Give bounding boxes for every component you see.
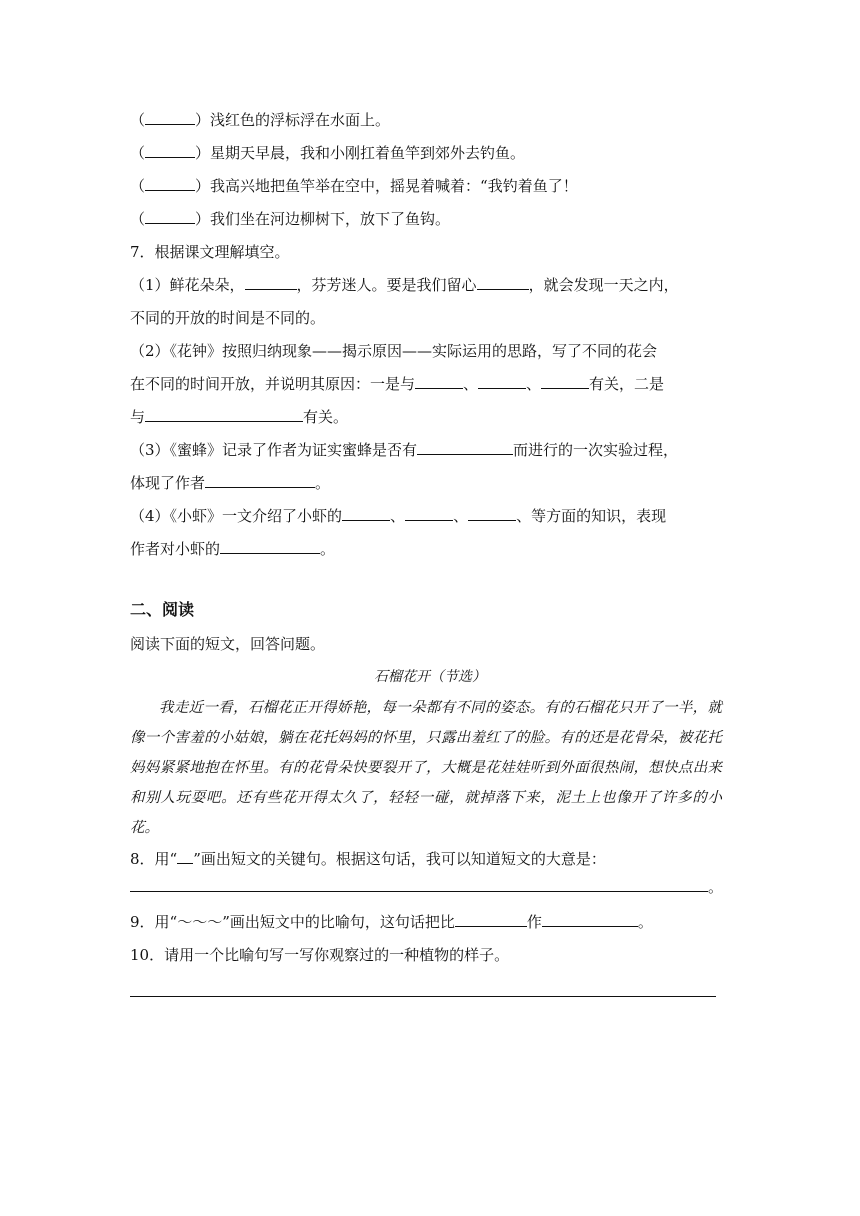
order-item xyxy=(130,170,730,203)
q7-part4-line1 xyxy=(130,500,730,533)
q7-p1-text-c: ，就会发现一天之内， xyxy=(528,276,679,294)
order-item-text: 星期天早晨，我和小刚扛着鱼竿到郊外去钓鱼。 xyxy=(210,144,526,162)
q7-p4-sep-1: 、 xyxy=(390,507,406,525)
q7-p2-blank-3[interactable] xyxy=(541,373,589,389)
q8-text-b: ”画出短文的关键句。根据这句话，我可以知道短文的大意是： xyxy=(193,850,606,868)
order-item-close-paren: ） xyxy=(195,177,211,195)
q7-p1-text-b: ，芬芳迷人。要是我们留心 xyxy=(296,276,477,294)
q7-part1-line1 xyxy=(130,269,730,302)
q7-p4-blank-1[interactable] xyxy=(342,505,390,521)
order-item-blank[interactable] xyxy=(145,175,195,191)
order-item-open-paren: （ xyxy=(130,144,146,162)
order-item-text: 我高兴地把鱼竿举在空中，摇晃着喊着：“我钓着鱼了！ xyxy=(210,177,578,195)
order-item-text: 浅红色的浮标浮在水面上。 xyxy=(210,111,391,129)
q7-p2-blank-1[interactable] xyxy=(415,373,463,389)
worksheet-page xyxy=(130,104,730,997)
q7-title: 7．根据课文理解填空。 xyxy=(130,243,290,261)
q7-part4-line2 xyxy=(130,533,730,566)
q8-line xyxy=(130,843,730,876)
q7-part3-line2 xyxy=(130,467,730,500)
q7-p4-blank-4[interactable] xyxy=(220,538,320,554)
q7-p4-blank-3[interactable] xyxy=(468,505,516,521)
q7-p2-sep-2: 、 xyxy=(526,375,542,393)
q9-blank-1[interactable] xyxy=(455,911,527,927)
order-item xyxy=(130,203,730,236)
q7-p4-text-a: （4）《小虾》一文介绍了小虾的 xyxy=(130,507,343,525)
passage-title: 石榴花开（节选） xyxy=(374,669,486,685)
q7-part2-line3 xyxy=(130,401,730,434)
q7-p3-text-c: 体现了作者 xyxy=(130,474,206,492)
q7-p2-text-e: 有关。 xyxy=(303,408,349,426)
q7-p2-text-c: 有关，二是 xyxy=(589,375,665,393)
q7-part1-line2: 不同的开放的时间是不同的。 xyxy=(130,309,326,327)
q9-text-b: 作 xyxy=(526,913,542,931)
q7-p3-text-d: 。 xyxy=(315,474,331,492)
q9-text-c: 。 xyxy=(637,913,653,931)
q8-answer-row xyxy=(130,876,730,898)
order-item-blank[interactable] xyxy=(145,109,195,125)
q7-part2-line2 xyxy=(130,368,730,401)
q9-blank-2[interactable] xyxy=(542,911,638,927)
q7-p2-sep-1: 、 xyxy=(463,375,479,393)
q7-p1-blank-1[interactable] xyxy=(245,274,297,290)
order-item-open-paren: （ xyxy=(130,177,146,195)
q8-answer-blank[interactable] xyxy=(130,876,708,892)
order-item-blank[interactable] xyxy=(145,142,195,158)
order-item xyxy=(130,137,730,170)
q7-p2-text-d: 与 xyxy=(130,408,146,426)
q9-line xyxy=(130,906,730,939)
q10-answer-line[interactable] xyxy=(130,978,716,997)
q7-p4-blank-2[interactable] xyxy=(405,505,453,521)
q7-p1-blank-2[interactable] xyxy=(477,274,529,290)
q8-text-a: 8．用“ xyxy=(130,850,178,868)
q7-p3-blank-2[interactable] xyxy=(205,472,315,488)
q9-text-a: 9．用“～～～”画出短文中的比喻句，这句话把比 xyxy=(130,913,455,931)
q7-part2-line1: （2）《花钟》按照归纳现象——揭示原因——实际运用的思路，写了不同的花会 xyxy=(130,342,658,360)
section-reading-title: 二、阅读 xyxy=(130,600,195,619)
q7-p4-sep-2: 、 xyxy=(453,507,469,525)
q7-p2-blank-4[interactable] xyxy=(145,406,303,422)
q8-text-end: 。 xyxy=(708,878,724,896)
q7-p2-text-b: 在不同的时间开放，并说明其原因：一是与 xyxy=(130,375,416,393)
q7-p3-blank-1[interactable] xyxy=(417,439,513,455)
q7-part3-line1 xyxy=(130,434,730,467)
q7-p4-text-b: 、等方面的知识，表现 xyxy=(516,507,667,525)
q7-p4-text-c: 作者对小虾的 xyxy=(130,540,221,558)
order-item-close-paren: ） xyxy=(195,210,211,228)
order-item-close-paren: ） xyxy=(195,144,211,162)
order-item-close-paren: ） xyxy=(195,111,211,129)
q7-p4-text-d: 。 xyxy=(320,540,336,558)
reading-intro: 阅读下面的短文，回答问题。 xyxy=(130,635,326,653)
q7-p1-text-a: （1）鲜花朵朵， xyxy=(130,276,245,294)
underline-mark-icon xyxy=(177,849,193,864)
q7-p3-text-a: （3）《蜜蜂》记录了作者为证实蜜蜂是否有 xyxy=(130,441,418,459)
order-list xyxy=(130,104,730,236)
order-item-text: 我们坐在河边柳树下，放下了鱼钩。 xyxy=(210,210,451,228)
q10-line: 10．请用一个比喻句写一写你观察过的一种植物的样子。 xyxy=(130,946,510,964)
q7-p2-blank-2[interactable] xyxy=(478,373,526,389)
q7-p3-text-b: 而进行的一次实验过程， xyxy=(513,441,679,459)
order-item-open-paren: （ xyxy=(130,210,146,228)
order-item-blank[interactable] xyxy=(145,208,195,224)
passage-text: 我走近一看，石榴花正开得娇艳，每一朵都有不同的姿态。有的石榴花只开了一半，就像一个害羞的小姑娘，躺在花托妈妈的怀里，只露出羞红了的脸。有的还是花骨朵，被花托妈妈紧紧地抱在怀里。有的花骨朵快要裂开了，大概是花娃娃听到外面很热闹，想快点出来和别人玩耍吧。还有些花开得太久了，轻轻一碰，就掉落下来，泥土上也像开了许多的小花。 xyxy=(130,700,722,836)
order-item xyxy=(130,104,730,137)
order-item-open-paren: （ xyxy=(130,111,146,129)
